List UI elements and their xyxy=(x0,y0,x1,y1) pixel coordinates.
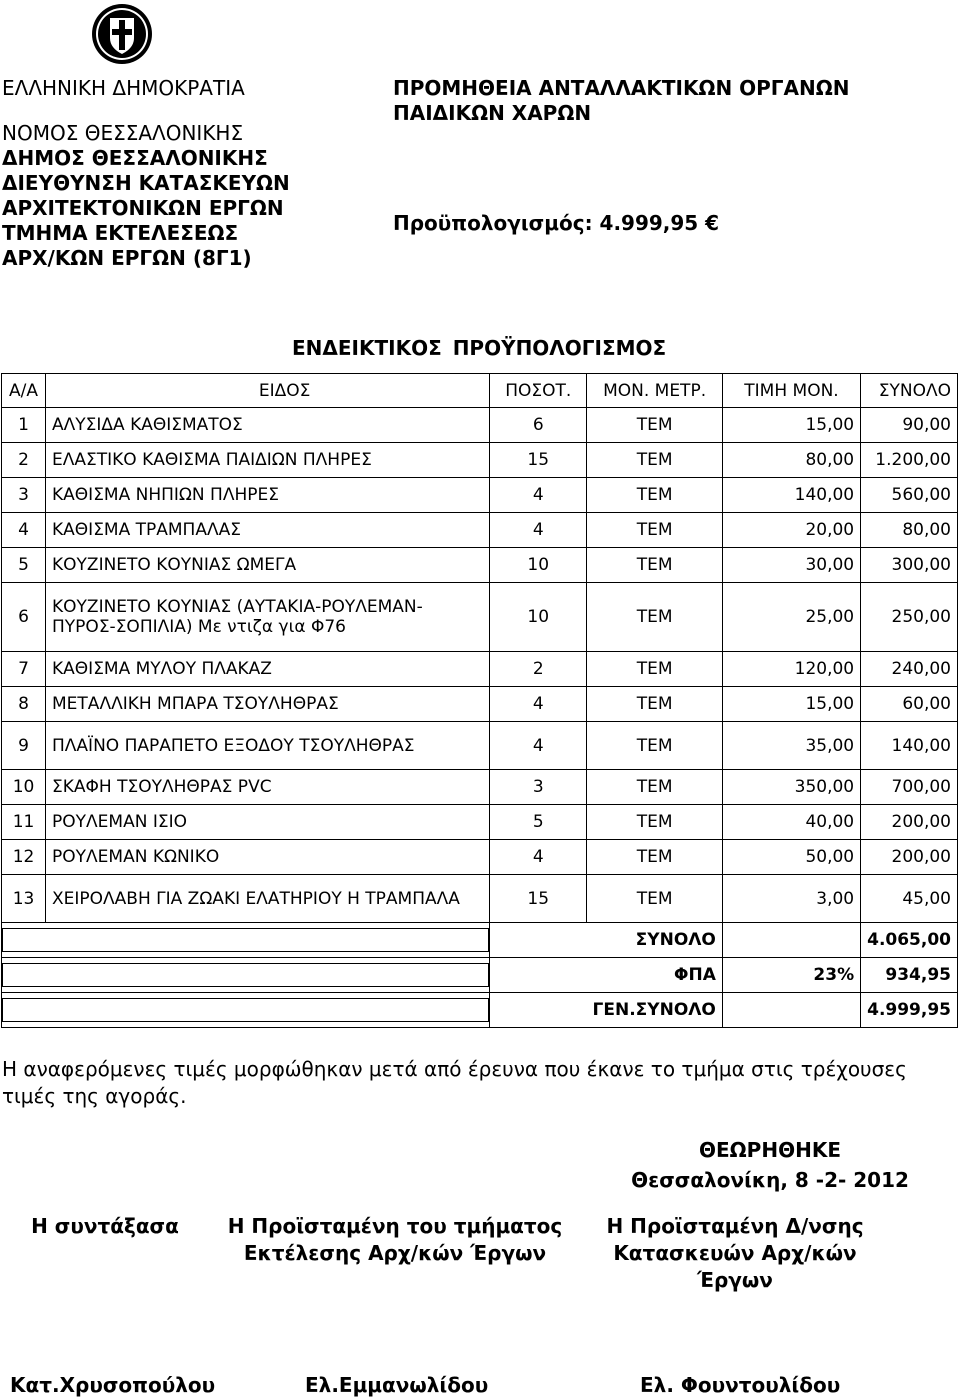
table-row xyxy=(2,652,958,687)
item-unit-price: 25,00 xyxy=(722,583,860,652)
item-quantity: 10 xyxy=(490,548,587,583)
item-description: ΚΟΥΖΙΝΕΤΟ ΚΟΥΝΙΑΣ (ΑΥΤΑΚΙΑ-ΡΟΥΛΕΜΑΝ-ΠΥΡΟΣ-ΣΟΠΙΛΙΑ) Με ντιζα για Φ76 xyxy=(46,583,490,652)
table-row xyxy=(2,443,958,478)
table-row xyxy=(2,513,958,548)
item-unit: ΤΕΜ xyxy=(587,478,723,513)
item-unit-price: 50,00 xyxy=(722,840,860,875)
row-number: 10 xyxy=(2,770,46,805)
item-unit: ΤΕΜ xyxy=(587,840,723,875)
blank-cell xyxy=(2,923,490,958)
role-line: Κατασκευών Αρχ/κών xyxy=(613,1241,857,1265)
totals-row xyxy=(2,923,958,958)
signatory-name: Ελ.Εμμανωλίδου xyxy=(305,1373,489,1397)
item-total: 80,00 xyxy=(861,513,958,548)
item-quantity: 4 xyxy=(490,513,587,548)
table-header-row xyxy=(2,374,958,408)
budget-table xyxy=(1,373,958,1028)
item-description: ΧΕΙΡΟΛΑΒΗ ΓΙΑ ΖΩΑΚΙ ΕΛΑΤΗΡΙΟΥ Η ΤΡΑΜΠΑΛΑ xyxy=(46,875,490,923)
approval-label: ΘΕΩΡΗΘΗΚΕ xyxy=(699,1138,841,1162)
role-line: Εκτέλεσης Αρχ/κών Έργων xyxy=(243,1241,547,1265)
signature-role xyxy=(210,1213,580,1267)
blank-cell xyxy=(2,958,490,993)
item-unit-price: 40,00 xyxy=(722,805,860,840)
item-unit: ΤΕΜ xyxy=(587,722,723,770)
totals-value: 4.999,95 xyxy=(861,993,958,1028)
item-unit: ΤΕΜ xyxy=(587,652,723,687)
issuer-block xyxy=(2,76,290,271)
col-header: ΠΟΣΟΤ. xyxy=(490,374,587,408)
item-unit: ΤΕΜ xyxy=(587,805,723,840)
item-unit-price: 15,00 xyxy=(722,687,860,722)
item-description: ΡΟΥΛΕΜΑΝ ΙΣΙΟ xyxy=(46,805,490,840)
item-quantity: 3 xyxy=(490,770,587,805)
table-title: ΕΝΔΕΙΚΤΙΚΟΣ ΠΡΟΫΠΟΛΟΓΙΣΜΟΣ xyxy=(292,336,667,360)
item-total: 200,00 xyxy=(861,805,958,840)
item-quantity: 4 xyxy=(490,840,587,875)
item-total: 45,00 xyxy=(861,875,958,923)
item-unit-price: 35,00 xyxy=(722,722,860,770)
row-number: 3 xyxy=(2,478,46,513)
table-row xyxy=(2,478,958,513)
table-row xyxy=(2,548,958,583)
role-line: Έργων xyxy=(697,1268,773,1292)
item-quantity: 10 xyxy=(490,583,587,652)
totals-rate xyxy=(722,923,860,958)
item-unit-price: 15,00 xyxy=(722,408,860,443)
item-total: 140,00 xyxy=(861,722,958,770)
col-header: ΣΥΝΟΛΟ xyxy=(861,374,958,408)
totals-row xyxy=(2,993,958,1028)
item-total: 60,00 xyxy=(861,687,958,722)
item-description: ΕΛΑΣΤΙΚΟ ΚΑΘΙΣΜΑ ΠΑΙΔΙΩΝ ΠΛΗΡΕΣ xyxy=(46,443,490,478)
issuer-line: ΝΟΜΟΣ ΘΕΣΣΑΛΟΝΙΚΗΣ xyxy=(2,121,244,145)
item-description: ΣΚΑΦΗ ΤΣΟΥΛΗΘΡΑΣ PVC xyxy=(46,770,490,805)
item-unit-price: 20,00 xyxy=(722,513,860,548)
item-unit-price: 3,00 xyxy=(722,875,860,923)
item-description: ΑΛΥΣΙΔΑ ΚΑΘΙΣΜΑΤΟΣ xyxy=(46,408,490,443)
item-quantity: 4 xyxy=(490,687,587,722)
approval-block xyxy=(580,1135,960,1195)
row-number: 6 xyxy=(2,583,46,652)
item-unit-price: 350,00 xyxy=(722,770,860,805)
issuer-line: ΔΗΜΟΣ ΘΕΣΣΑΛΟΝΙΚΗΣ xyxy=(2,146,268,170)
item-total: 90,00 xyxy=(861,408,958,443)
signatory-name: Κατ.Χρυσοπούλου xyxy=(10,1373,216,1397)
item-quantity: 4 xyxy=(490,478,587,513)
item-quantity: 5 xyxy=(490,805,587,840)
row-number: 12 xyxy=(2,840,46,875)
totals-label: ΣΥΝΟΛΟ xyxy=(490,923,723,958)
item-quantity: 6 xyxy=(490,408,587,443)
item-unit-price: 120,00 xyxy=(722,652,860,687)
totals-row xyxy=(2,958,958,993)
col-header: ΜΟΝ. ΜΕΤΡ. xyxy=(587,374,723,408)
item-unit: ΤΕΜ xyxy=(587,513,723,548)
table-row xyxy=(2,840,958,875)
row-number: 4 xyxy=(2,513,46,548)
item-unit-price: 140,00 xyxy=(722,478,860,513)
item-description: ΚΑΘΙΣΜΑ ΝΗΠΙΩΝ ΠΛΗΡΕΣ xyxy=(46,478,490,513)
issuer-line: ΔΙΕΥΘΥΝΣΗ ΚΑΤΑΣΚΕΥΩΝ xyxy=(2,171,290,195)
role-line: Η Προϊσταμένη Δ/νσης xyxy=(606,1214,864,1238)
totals-label: ΓΕΝ.ΣΥΝΟΛΟ xyxy=(490,993,723,1028)
item-total: 700,00 xyxy=(861,770,958,805)
item-unit: ΤΕΜ xyxy=(587,875,723,923)
issuer-line: ΑΡΧ/ΚΩΝ ΕΡΓΩΝ (8Γ1) xyxy=(2,246,252,270)
item-total: 300,00 xyxy=(861,548,958,583)
signature-role xyxy=(590,1213,880,1294)
approval-place-date: Θεσσαλονίκη, 8 -2- 2012 xyxy=(631,1168,909,1192)
item-unit: ΤΕΜ xyxy=(587,443,723,478)
issuer-line: ΑΡΧΙΤΕΚΤΟΝΙΚΩΝ ΕΡΓΩΝ xyxy=(2,196,284,220)
signature-role xyxy=(10,1213,200,1240)
totals-rate xyxy=(722,993,860,1028)
totals-label: ΦΠΑ xyxy=(490,958,723,993)
table-row xyxy=(2,722,958,770)
row-number: 13 xyxy=(2,875,46,923)
row-number: 5 xyxy=(2,548,46,583)
item-unit: ΤΕΜ xyxy=(587,548,723,583)
item-description: ΠΛΑΪΝΟ ΠΑΡΑΠΕΤΟ ΕΞΟΔΟΥ ΤΣΟΥΛΗΘΡΑΣ xyxy=(46,722,490,770)
item-total: 200,00 xyxy=(861,840,958,875)
totals-value: 4.065,00 xyxy=(861,923,958,958)
greek-coat-of-arms-icon xyxy=(90,2,154,66)
document-title xyxy=(393,76,850,126)
item-unit-price: 30,00 xyxy=(722,548,860,583)
role-line: Η συντάξασα xyxy=(31,1214,179,1238)
title-line: ΠΡΟΜΗΘΕΙΑ ΑΝΤΑΛΛΑΚΤΙΚΩΝ ΟΡΓΑΝΩΝ xyxy=(393,76,850,100)
row-number: 9 xyxy=(2,722,46,770)
item-description: ΜΕΤΑΛΛΙΚΗ ΜΠΑΡΑ ΤΣΟΥΛΗΘΡΑΣ xyxy=(46,687,490,722)
item-quantity: 15 xyxy=(490,875,587,923)
table-row xyxy=(2,770,958,805)
row-number: 1 xyxy=(2,408,46,443)
issuer-line: ΕΛΛΗΝΙΚΗ ΔΗΜΟΚΡΑΤΙΑ xyxy=(2,76,245,100)
item-total: 560,00 xyxy=(861,478,958,513)
totals-rate: 23% xyxy=(722,958,860,993)
totals-value: 934,95 xyxy=(861,958,958,993)
role-line: Η Προϊσταμένη του τμήματος xyxy=(227,1214,563,1238)
blank-cell xyxy=(2,993,490,1028)
issuer-line: ΤΜΗΜΑ ΕΚΤΕΛΕΣΕΩΣ xyxy=(2,221,239,245)
table-row xyxy=(2,583,958,652)
item-description: ΚΑΘΙΣΜΑ ΜΥΛΟΥ ΠΛΑΚΑΖ xyxy=(46,652,490,687)
row-number: 2 xyxy=(2,443,46,478)
row-number: 11 xyxy=(2,805,46,840)
pricing-note: Η αναφερόμενες τιμές μορφώθηκαν μετά από έρευνα που έκανε το τμήμα στις τρέχουσες τιμές της αγοράς. xyxy=(2,1057,907,1108)
item-description: ΡΟΥΛΕΜΑΝ ΚΩΝΙΚΟ xyxy=(46,840,490,875)
col-header: Α/Α xyxy=(2,374,46,408)
table-row xyxy=(2,687,958,722)
item-quantity: 15 xyxy=(490,443,587,478)
table-row xyxy=(2,875,958,923)
item-unit-price: 80,00 xyxy=(722,443,860,478)
item-total: 1.200,00 xyxy=(861,443,958,478)
row-number: 8 xyxy=(2,687,46,722)
item-quantity: 4 xyxy=(490,722,587,770)
item-description: ΚΟΥΖΙΝΕΤΟ ΚΟΥΝΙΑΣ ΩΜΕΓΑ xyxy=(46,548,490,583)
budget-amount: Προϋπολογισμός: 4.999,95 € xyxy=(393,211,720,235)
signatory-name: Ελ. Φουντουλίδου xyxy=(640,1373,841,1397)
item-total: 250,00 xyxy=(861,583,958,652)
title-line: ΠΑΙΔΙΚΩΝ ΧΑΡΩΝ xyxy=(393,101,592,125)
item-description: ΚΑΘΙΣΜΑ ΤΡΑΜΠΑΛΑΣ xyxy=(46,513,490,548)
item-unit: ΤΕΜ xyxy=(587,583,723,652)
item-total: 240,00 xyxy=(861,652,958,687)
item-unit: ΤΕΜ xyxy=(587,408,723,443)
col-header: ΕΙΔΟΣ xyxy=(46,374,490,408)
table-row xyxy=(2,408,958,443)
item-unit: ΤΕΜ xyxy=(587,770,723,805)
table-row xyxy=(2,805,958,840)
col-header: ΤΙΜΗ ΜΟΝ. xyxy=(722,374,860,408)
item-quantity: 2 xyxy=(490,652,587,687)
row-number: 7 xyxy=(2,652,46,687)
item-unit: ΤΕΜ xyxy=(587,687,723,722)
